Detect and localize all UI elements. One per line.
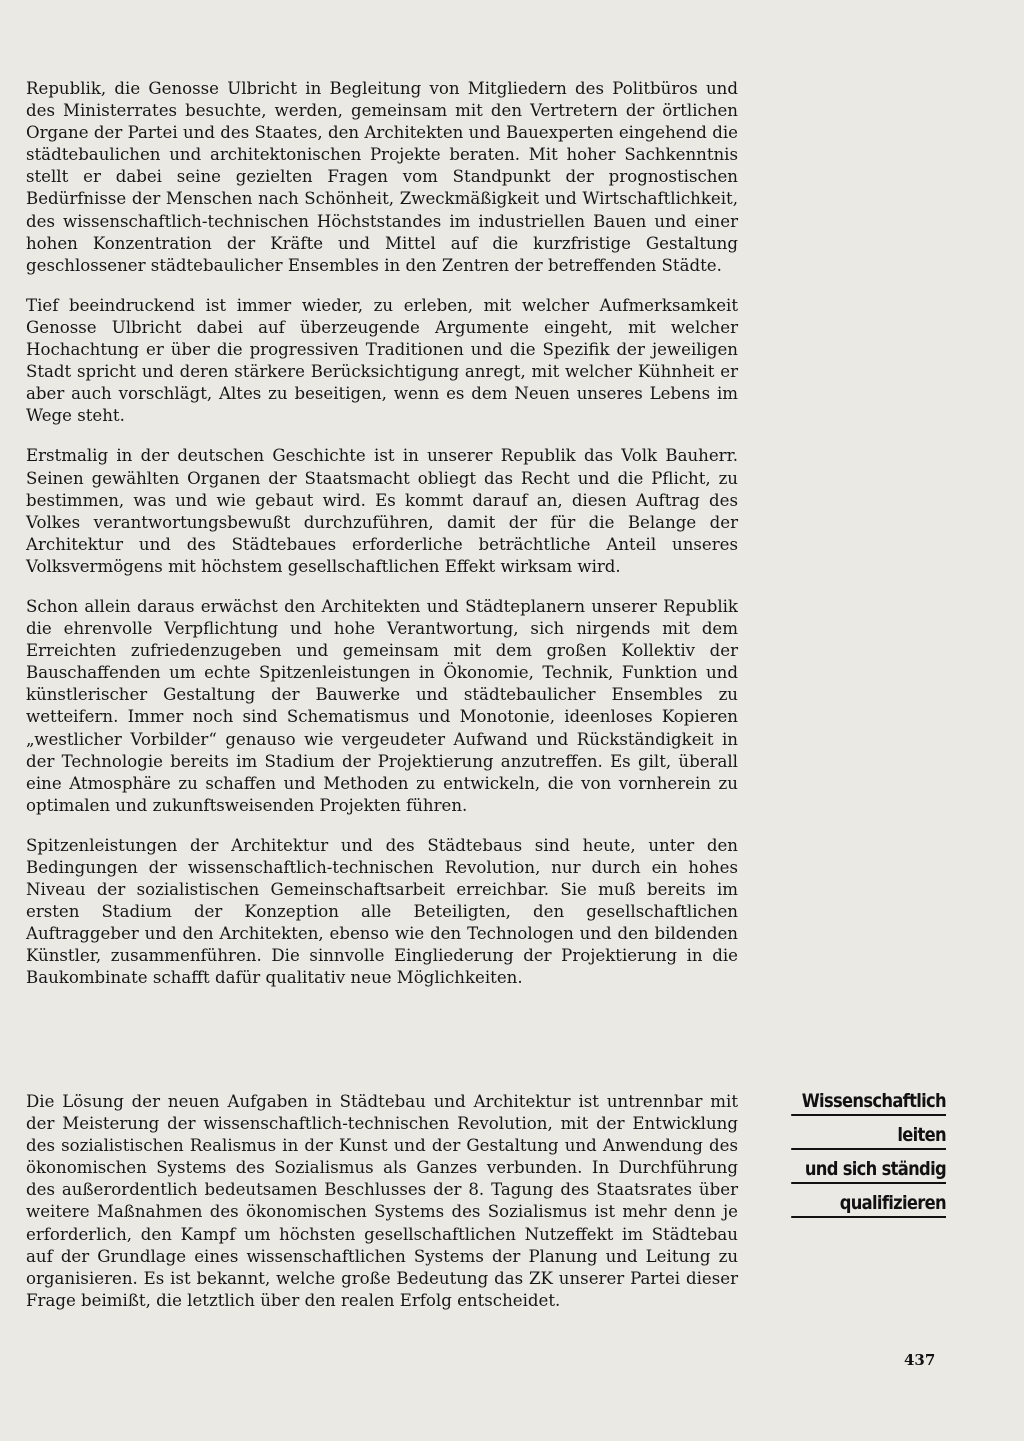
margin-heading-line-2 <box>791 1126 946 1153</box>
margin-heading-text-2: leiten <box>897 1124 946 1146</box>
paragraph-4: Schon allein daraus erwächst den Architekten und Städteplanern unserer Republik die ehrenvolle Verpflichtung und hohe Verantwortung, sich nirgends mit dem Erreichten zufriedenzugeben und gemeinsam mit dem großen Kollektiv der Bauschaffenden um echte Spitzenleistungen in Ökonomie, Technik, Funktion und künstlerischer Gestaltung der Bauwerke und städtebaulicher Ensembles zu wetteifern. Immer noch sind Schematismus und Monotonie, ideenloses Kopieren „westlicher Vorbilder“ genauso wie vergeudeter Aufwand und Rückständigkeit in der Technologie bereits im Stadium der Projektierung anzutreffen. Es gilt, überall eine Atmosphäre zu schaffen und Methoden zu entwickeln, die von vornherein zu optimalen und zukunftsweisenden Projekten führen. <box>26 596 738 815</box>
margin-heading-text-1: Wissenschaftlich <box>801 1090 946 1112</box>
paragraph-1: Republik, die Genosse Ulbricht in Begleitung von Mitgliedern des Politbüros und des Ministerrates besuchte, werden, gemeinsam mit den Vertretern der örtlichen Organe der Partei und des Staates, den Architekten und Bauexperten eingehend die städtebaulichen und architektonischen Projekte beraten. Mit hoher Sachkenntnis stellt er dabei seine gezielten Fragen vom Standpunkt der prognostischen Bedürfnisse der Menschen nach Schönheit, Zweckmäßigkeit und Wirtschaftlichkeit, des wissenschaftlich-technischen Höchststandes im industriellen Bauen und einer hohen Konzentration der Kräfte und Mittel auf die kurzfristige Gestaltung geschlossener städtebaulicher Ensembles in den Zentren der betreffenden Städte. <box>26 79 738 275</box>
margin-heading <box>791 1092 946 1228</box>
margin-heading-line-4 <box>791 1194 946 1221</box>
body-text <box>26 78 738 1008</box>
paragraph-2: Tief beeindruckend ist immer wieder, zu erleben, mit welcher Aufmerksamkeit Genosse Ulbricht dabei auf überzeugende Argumente eingeht, mit welcher Hochachtung er über die progressiven Traditionen und die Spezifik der jeweiligen Stadt spricht und deren stärkere Berücksichtigung anregt, mit welcher Kühnheit er aber auch vorschlägt, Altes zu beseitigen, wenn es dem Neuen unseres Lebens im Wege steht. <box>26 295 738 426</box>
paragraph-3: Erstmalig in der deutschen Geschichte ist in unserer Republik das Volk Bauherr. Seinen gewählten Organen der Staatsmacht obliegt das Recht und die Pflicht, zu bestimmen, was und wie gebaut wird. Es kommt darauf an, diesen Auftrag des Volkes verantwortungsbewußt durchzuführen, damit der für die Belange der Architektur und des Städtebaues erforderliche beträchtliche Anteil unseres Volksvermögens mit höchstem gesellschaftlichen Effekt wirksam wird. <box>26 446 738 576</box>
margin-heading-text-3: und sich ständig <box>804 1158 946 1180</box>
margin-heading-text-4: qualifizieren <box>839 1192 946 1214</box>
paragraph-6: Die Lösung der neuen Aufgaben in Städtebau und Architektur ist untrennbar mit der Meisterung der wissenschaftlich-technischen Revolution, mit der Entwicklung des sozialistischen Realismus in der Kunst und der Gestaltung und Anwendung des ökonomischen Systems des Sozialismus als Ganzes verbunden. In Durchführung des außerordentlich bedeutsamen Beschlusses der 8. Tagung des Staatsrates über weitere Maßnahmen des ökonomischen Systems des Sozialismus ist mehr denn je erforderlich, den Kampf um höchsten gesellschaftlichen Nutzeffekt im Städtebau auf der Grundlage eines wissenschaftlichen Systems der Planung und Leitung zu organisieren. Es ist bekannt, welche große Bedeutung das ZK unserer Partei dieser Frage beimißt, die letztlich über den realen Erfolg entscheidet. <box>26 1092 738 1310</box>
margin-heading-line-1 <box>791 1092 946 1119</box>
paragraph-5: Spitzenleistungen der Architektur und des Städtebaus sind heute, unter den Bedingungen der wissenschaftlich-technischen Revolution, nur durch ein hohes Niveau der sozialistischen Gemeinschaftsarbeit erreichbar. Sie muß bereits im ersten Stadium der Konzeption alle Beteiligten, den gesellschaftlichen Auftraggeber und den Architekten, ebenso wie den Technologen und den bildenden Künstler, zusammenführen. Die sinnvolle Eingliederung der Projektierung in die Baukombinate schafft dafür qualitativ neue Möglichkeiten. <box>26 835 738 988</box>
section-2-text <box>26 1091 738 1312</box>
underline-rule <box>791 1148 946 1150</box>
margin-heading-line-3 <box>791 1160 946 1187</box>
underline-rule <box>791 1216 946 1218</box>
underline-rule <box>791 1114 946 1116</box>
page-number: 437 <box>904 1351 936 1369</box>
underline-rule <box>791 1182 946 1184</box>
